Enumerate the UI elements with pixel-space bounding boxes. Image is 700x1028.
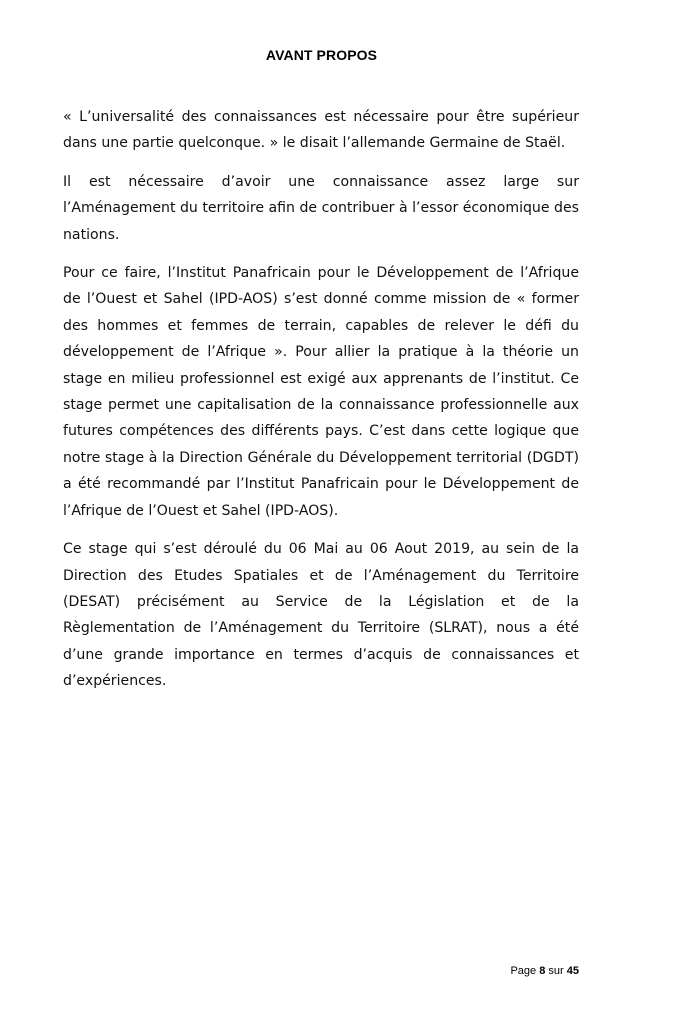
body-text [63,104,579,707]
paragraph-quote: « L’universalité des connaissances est nécessaire pour être supérieur dans une partie quelconque. » le disait l’allemande Germaine de Staël. [63,109,579,152]
current-page-number: 8 [539,965,546,977]
page-title: AVANT PROPOS [265,47,378,63]
page-separator: sur [548,965,564,977]
paragraph-necessity: Il est nécessaire d’avoir une connaissance assez large sur l’Aménagement du territoire afin de contribuer à l’essor économique des nations. [63,173,579,243]
page-label: Page [510,965,537,977]
total-pages-number: 45 [566,965,579,977]
page-number-footer [510,965,579,977]
paragraph-internship-details: Ce stage qui s’est déroulé du 06 Mai au 06 Aout 2019, au sein de la Direction des Etudes Spatiales et de l’Aménagement du Territoire (DESAT) précisément au Service de la Législation et de la Règlementation de l’Aménagement du Territoire (SLRAT), nous a été d’une grande importance en termes d’acquis de connaissances et d’expériences. [63,541,579,690]
paragraph-institute-mission: Pour ce faire, l’Institut Panafricain pour le Développement de l’Afrique de l’Ouest et Sahel (IPD-AOS) s’est donné comme mission de « former des hommes et femmes de terrain, capables de relever le défi du développement de l’Afrique ». Pour allier la pratique à la théorie un stage en milieu professionnel est exigé aux apprenants de l’institut. Ce stage permet une capitalisation de la connaissance professionnelle aux futures compétences des différents pays. C’est dans cette logique que notre stage à la Direction Générale du Développement territorial (DGDT) a été recommandé par l’Institut Panafricain pour le Développement de l’Afrique de l’Ouest et Sahel (IPD-AOS). [63,265,579,519]
